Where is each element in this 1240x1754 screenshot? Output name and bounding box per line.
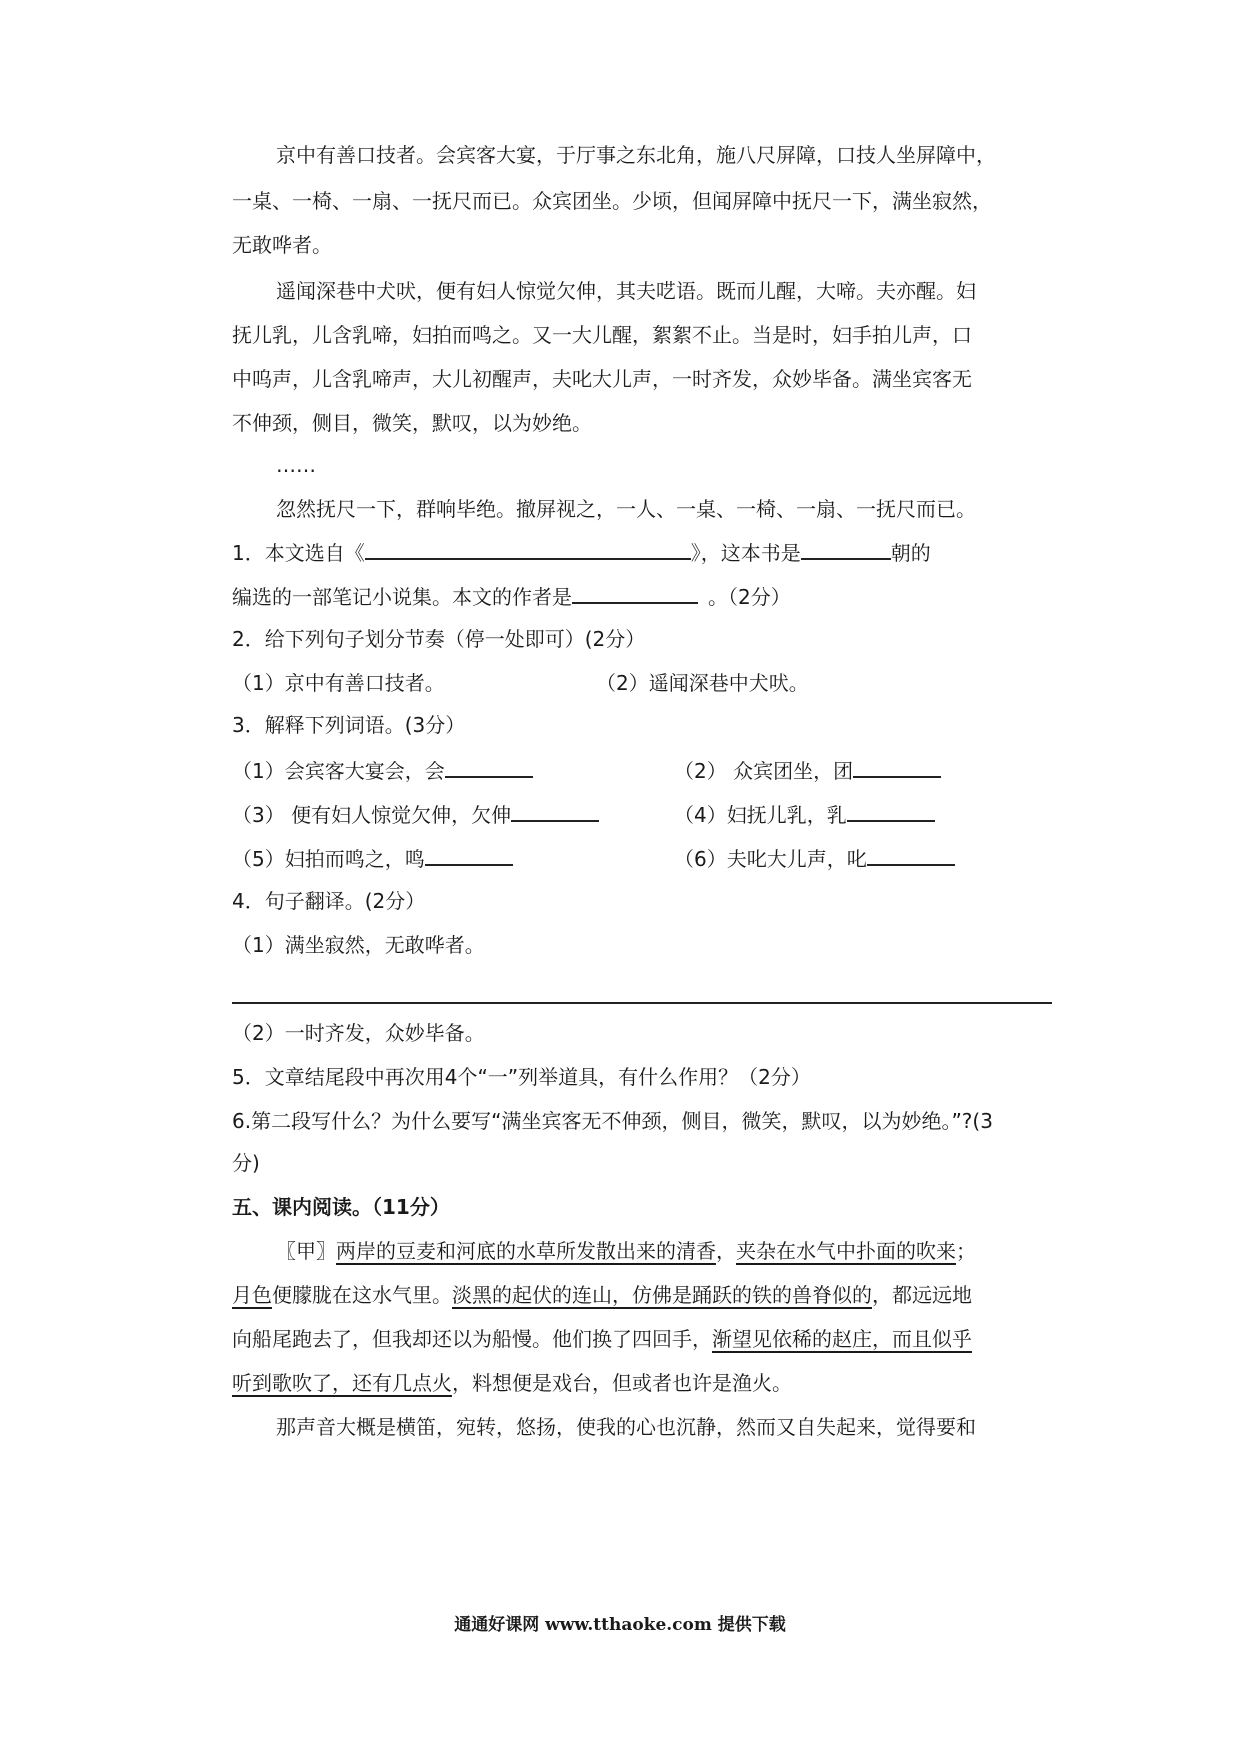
passage-marker: 〖甲〗 xyxy=(276,1239,336,1263)
question-1-text: 。（2分） xyxy=(708,585,791,609)
question-2-item-1: （1）京中有善口技者。 xyxy=(232,671,445,695)
section-5-title: 五、课内阅读。（11分） xyxy=(232,1195,450,1219)
passage-jia-line xyxy=(232,1280,972,1310)
underlined-text: 两岸的豆麦和河底的水草所发散出来的清香 xyxy=(336,1239,716,1263)
question-1-text: 朝的 xyxy=(890,541,931,565)
question-4-item-2: （2）一时齐发，众妙毕备。 xyxy=(232,1021,485,1045)
passage-line: 不伸颈，侧目，微笑，默叹，以为妙绝。 xyxy=(232,411,592,435)
answer-blank[interactable] xyxy=(801,536,891,560)
underlined-text: 夹杂在水气中扑面的吹来 xyxy=(736,1239,956,1263)
passage-text: ， xyxy=(716,1239,736,1263)
question-3-item-3 xyxy=(232,798,599,828)
passage-text: 向船尾跑去了，但我却还以为船慢。他们换了四回手， xyxy=(232,1327,712,1351)
answer-blank[interactable] xyxy=(445,754,533,778)
passage-line: 无敢哗者。 xyxy=(232,233,332,257)
question-3-item-4 xyxy=(674,798,935,828)
question-1-line-1 xyxy=(232,536,931,566)
question-3-item-text: （5）妇拍而鸣之，鸣 xyxy=(232,847,425,871)
passage-line: 一桌、一椅、一扇、一抚尺而已。众宾团坐。少顷，但闻屏障中抚尺一下，满坐寂然， xyxy=(232,189,992,213)
question-6-line-1: 6.第二段写什么？为什么要写“满坐宾客无不伸颈，侧目，微笑，默叹，以为妙绝。”?(3 xyxy=(232,1109,993,1133)
answer-line[interactable] xyxy=(232,1002,1052,1004)
passage-text: ，都远远地 xyxy=(872,1283,972,1307)
question-3-item-2 xyxy=(674,754,941,784)
question-4-item-1: （1）满坐寂然，无敢哗者。 xyxy=(232,933,485,957)
question-1-line-2 xyxy=(232,580,791,610)
question-2-stem: 2．给下列句子划分节奏（停一处即可）(2分） xyxy=(232,627,646,651)
question-3-item-1 xyxy=(232,754,533,784)
underlined-text: 淡黑的起伏的连山，仿佛是踊跃的铁的兽脊似的 xyxy=(452,1283,872,1307)
passage-line: 遥闻深巷中犬吠，便有妇人惊觉欠伸，其夫呓语。既而儿醒，大啼。夫亦醒。妇 xyxy=(276,279,976,303)
passage-line: 中呜声，儿含乳啼声，大儿初醒声，夫叱大儿声，一时齐发，众妙毕备。满坐宾客无 xyxy=(232,367,972,391)
answer-blank[interactable] xyxy=(853,754,941,778)
passage-text: 便朦胧在这水气里。 xyxy=(272,1283,452,1307)
passage-text: ； xyxy=(956,1239,976,1263)
answer-blank[interactable] xyxy=(867,842,955,866)
passage-ellipsis: …… xyxy=(276,453,316,477)
question-3-item-6 xyxy=(674,842,955,872)
underlined-text: 听到歌吹了，还有几点火 xyxy=(232,1371,452,1395)
question-2-item-2: （2）遥闻深巷中犬吠。 xyxy=(596,671,809,695)
question-3-item-text: （4）妇抚儿乳，乳 xyxy=(674,803,847,827)
answer-blank[interactable] xyxy=(425,842,513,866)
question-1-text: 编选的一部笔记小说集。本文的作者是 xyxy=(232,585,572,609)
passage-jia-line: 那声音大概是横笛，宛转，悠扬，使我的心也沉静，然而又自失起来，觉得要和 xyxy=(276,1415,976,1439)
question-3-item-5 xyxy=(232,842,513,872)
passage-jia-line xyxy=(276,1236,976,1266)
question-1-text: 1．本文选自《 xyxy=(232,541,365,565)
question-1-text: 》，这本书是 xyxy=(690,541,801,565)
question-3-item-text: （1）会宾客大宴会，会 xyxy=(232,759,445,783)
passage-line: 忽然抚尺一下，群响毕绝。撤屏视之，一人、一桌、一椅、一扇、一抚尺而已。 xyxy=(276,497,976,521)
question-3-item-text: （2） 众宾团坐，团 xyxy=(674,759,854,783)
question-3-item-text: （6）夫叱大儿声，叱 xyxy=(674,847,867,871)
answer-blank[interactable] xyxy=(365,536,691,560)
passage-text: ，料想便是戏台，但或者也许是渔火。 xyxy=(452,1371,792,1395)
answer-blank[interactable] xyxy=(511,798,599,822)
passage-jia-line xyxy=(232,1324,972,1354)
question-3-item-text: （3） 便有妇人惊觉欠伸，欠伸 xyxy=(232,803,512,827)
underlined-text: 月色 xyxy=(232,1283,272,1307)
passage-line: 京中有善口技者。会宾客大宴，于厅事之东北角，施八尺屏障，口技人坐屏障中， xyxy=(276,143,996,167)
question-4-stem: 4．句子翻译。(2分） xyxy=(232,889,426,913)
answer-blank[interactable] xyxy=(572,580,698,604)
question-6-line-2: 分) xyxy=(232,1151,260,1175)
passage-line: 抚儿乳，儿含乳啼，妇拍而鸣之。又一大儿醒，絮絮不止。当是时，妇手拍儿声，口 xyxy=(232,323,972,347)
question-5: 5．文章结尾段中再次用4个“一”列举道具，有什么作用？（2分） xyxy=(232,1065,811,1089)
underlined-text: 渐望见依稀的赵庄，而且似乎 xyxy=(712,1327,972,1351)
answer-blank[interactable] xyxy=(847,798,935,822)
page-footer: 通通好课网 www.tthaoke.com 提供下载 xyxy=(454,1615,786,1635)
passage-jia-line xyxy=(232,1368,792,1398)
question-3-stem: 3．解释下列词语。(3分） xyxy=(232,713,466,737)
